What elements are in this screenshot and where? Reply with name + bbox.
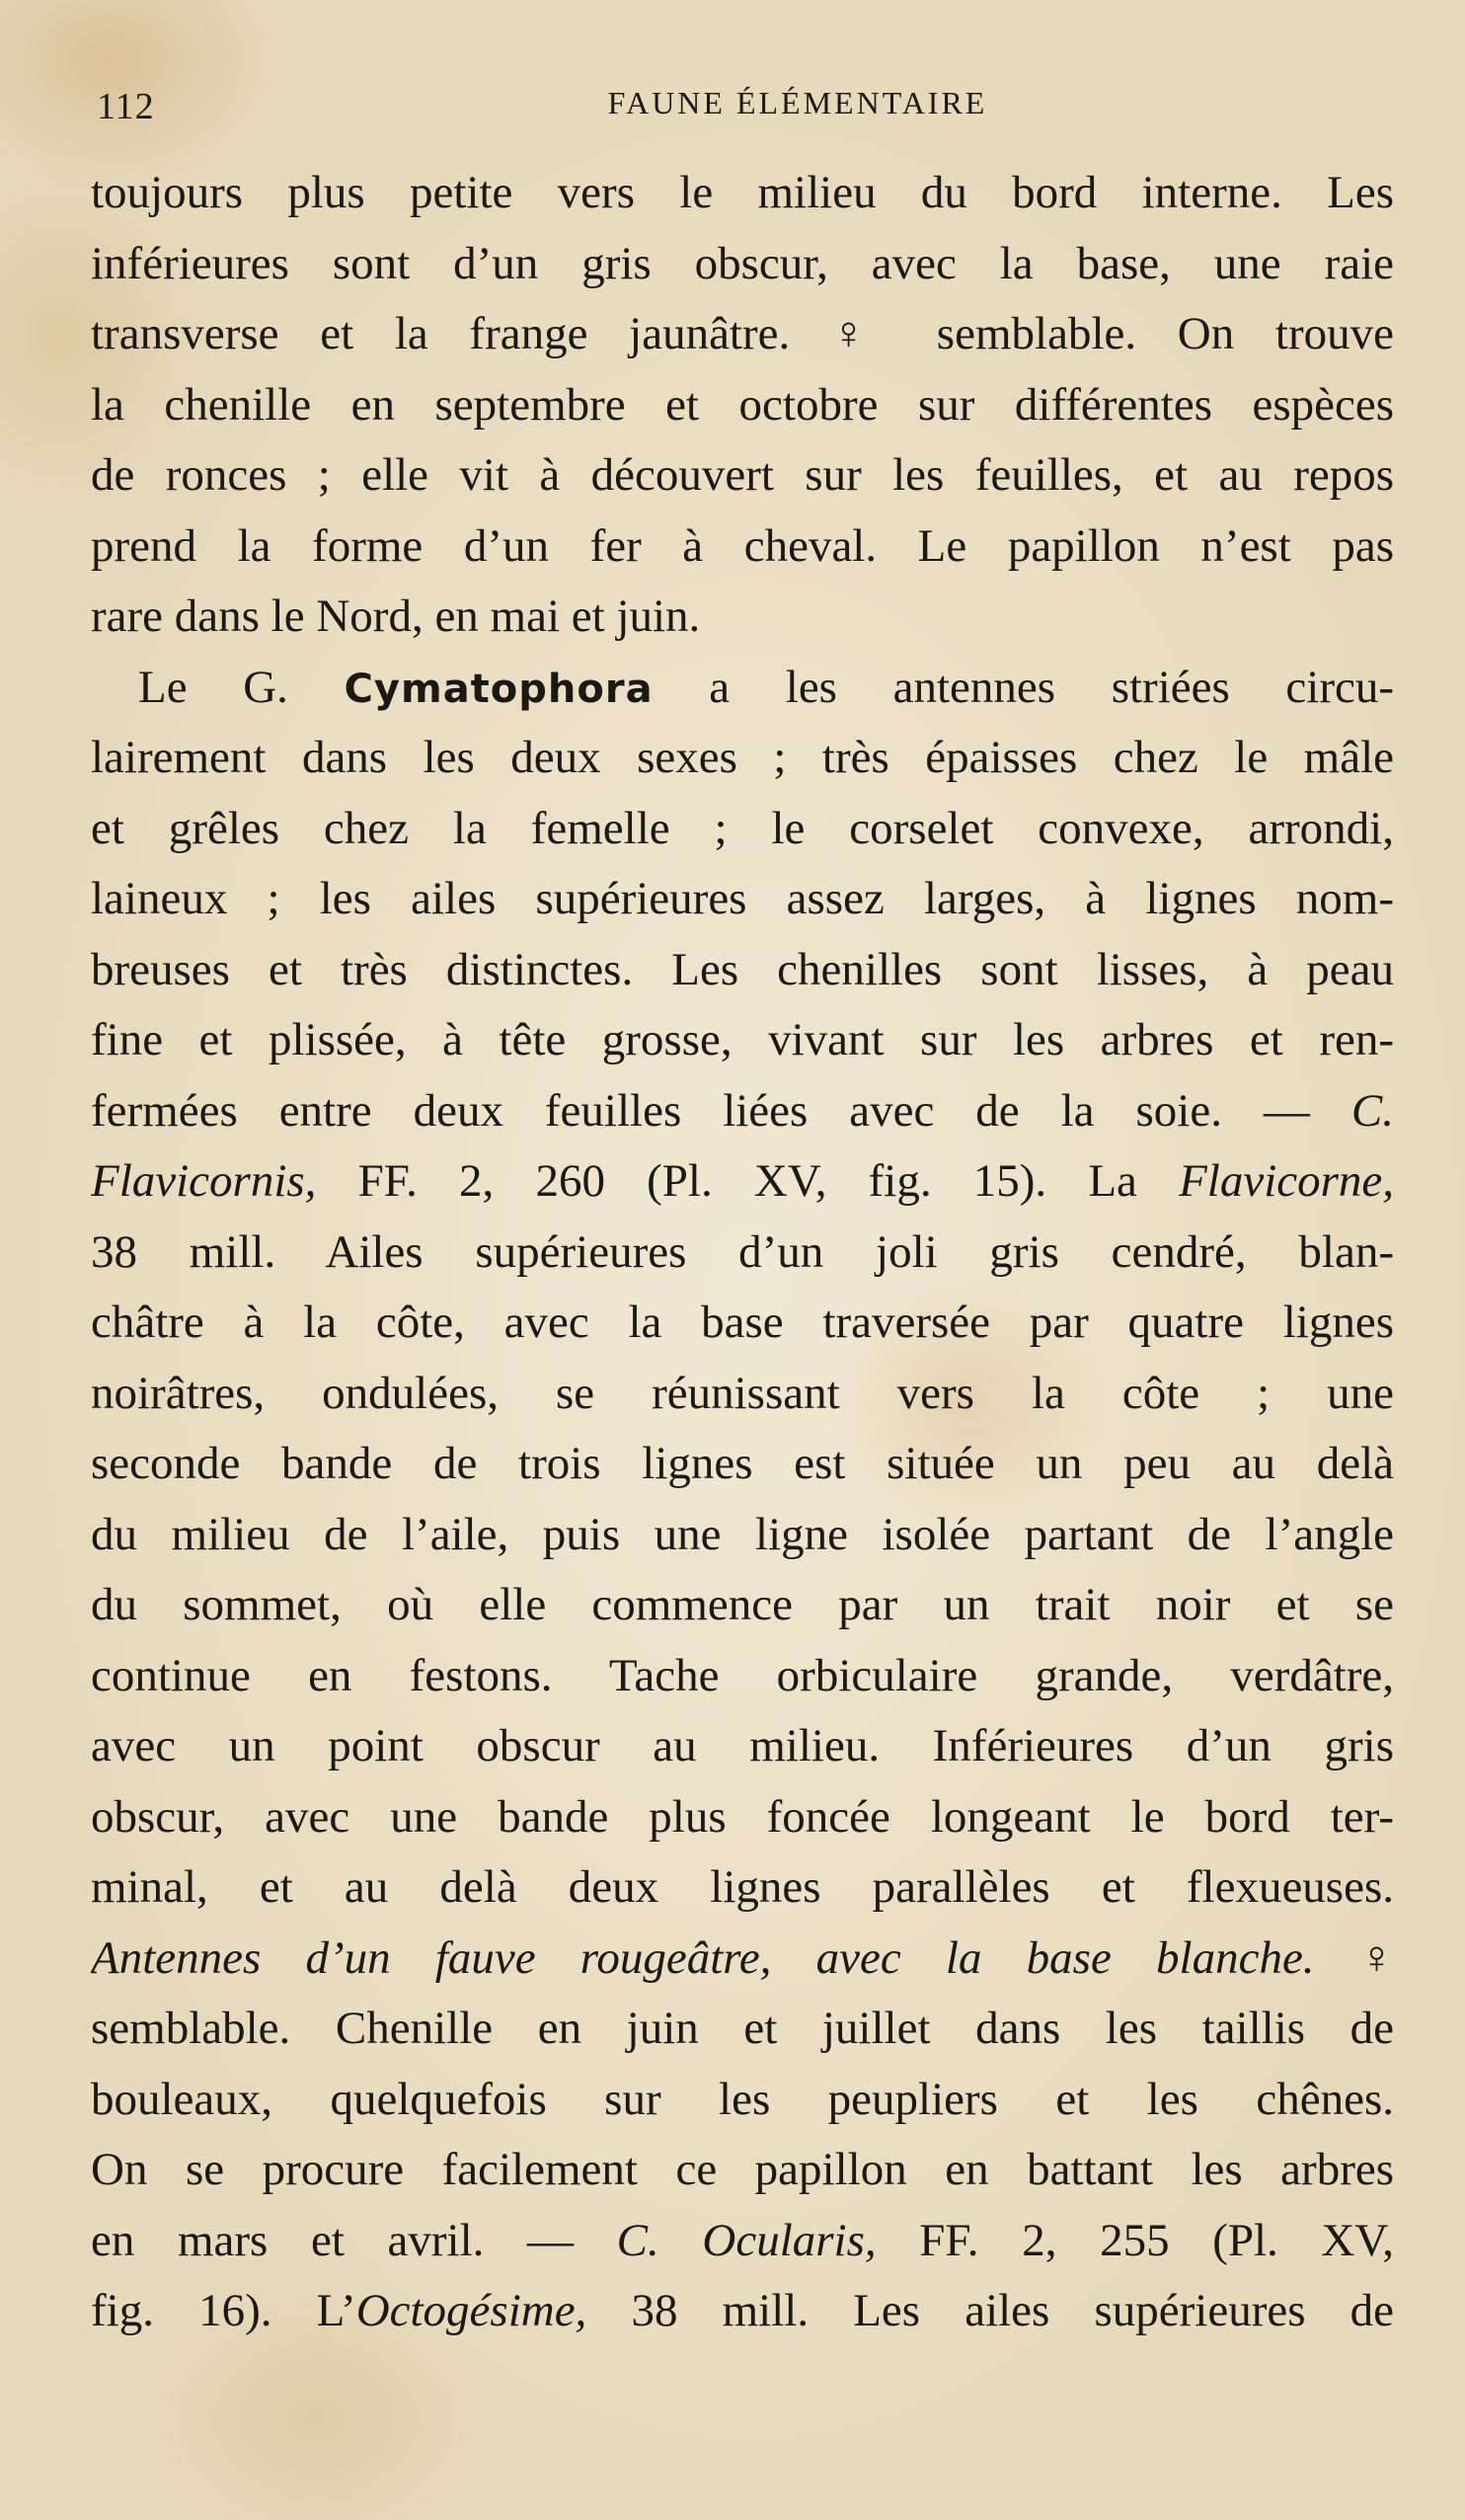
text-line: noirâtres, ondulées, se réunissant vers la côte ; une: [91, 1367, 1394, 1419]
text-line: prend la forme d’un fer à cheval. Le papillon n’est pas: [91, 519, 1394, 572]
text-span: en mars et avril. —: [91, 2214, 575, 2266]
text-line: [91, 1924, 1394, 1995]
text-line: [91, 1076, 1394, 1147]
page-header: [97, 85, 1380, 134]
text-line: continue en festons. Tache orbiculaire grande, verdâtre,: [91, 1649, 1394, 1701]
text-span: fig. 16). L’: [91, 2285, 356, 2336]
text-line: fine et plissée, à tête grosse, vivant sur les arbres et ren-: [91, 1014, 1394, 1065]
text-line: rare dans le Nord, en mai et juin.: [91, 591, 701, 642]
text-line: On se procure facilement ce papillon en battant les arbres: [91, 2144, 1394, 2195]
text-span: a les antennes striées circu-: [709, 661, 1394, 713]
text-line: obscur, avec une bande plus foncée longeant le bord ter-: [91, 1790, 1394, 1843]
text-line: 38 mill. Ailes supérieures d’un joli gris cendré, blan-: [91, 1225, 1394, 1278]
text-span: Le G.: [138, 661, 288, 713]
text-span: FF. 2, 255 (Pl. XV,: [919, 2214, 1394, 2266]
text-line: inférieures sont d’un gris obscur, avec la base, une raie: [91, 237, 1394, 289]
text-line: minal, et au delà deux lignes parallèles et flexueuses.: [91, 1861, 1394, 1913]
text-line: bouleaux, quelquefois sur les peupliers et les chênes.: [91, 2073, 1394, 2125]
text-line: transverse et la frange jaunâtre. ♀ semblable. On trouve: [91, 308, 1394, 359]
running-title: FAUNE ÉLÉMENTAIRE: [607, 85, 988, 120]
species-name: Flavicornis,: [91, 1155, 317, 1207]
text-line: breuses et très distinctes. Les chenilles sont lisses, à peau: [91, 943, 1394, 995]
text-span: FF. 2, 260 (Pl. XV, fig. 15). La: [357, 1155, 1137, 1207]
page-number: 112: [97, 86, 155, 127]
text-line: lairement dans les deux sexes ; très épaisses chez le mâle: [91, 732, 1394, 783]
text-line: de ronces ; elle vit à découvert sur les feuilles, et au repos: [91, 449, 1394, 501]
text-line: laineux ; les ailes supérieures assez larges, à lignes nom-: [91, 873, 1394, 924]
text-line: toujours plus petite vers le milieu du bord interne. Les: [91, 167, 1394, 218]
text-line: châtre à la côte, avec la base traversée par quatre lignes: [91, 1297, 1394, 1348]
species-name: C. Ocularis,: [616, 2214, 877, 2266]
italic-span: Antennes d’un fauve rougeâtre, avec la base blanche.: [91, 1931, 1315, 1984]
text-span: 38 mill. Les ailes supérieures de: [631, 2285, 1394, 2336]
common-name: Octogésime,: [355, 2285, 587, 2336]
species-abbrev: C.: [1350, 1084, 1394, 1137]
text-line: du milieu de l’aile, puis une ligne isolée partant de l’angle: [91, 1508, 1394, 1560]
text-line: avec un point obscur au milieu. Inférieures d’un gris: [91, 1720, 1394, 1772]
text-span: fermées entre deux feuilles liées avec de la soie. —: [91, 1084, 1310, 1137]
text-line: la chenille en septembre et octobre sur différentes espèces: [91, 378, 1394, 431]
text-line: [91, 653, 1394, 724]
text-line: et grêles chez la femelle ; le corselet convexe, arrondi,: [91, 802, 1394, 854]
female-symbol: ♀: [1358, 1931, 1394, 1984]
body-text: [91, 158, 1394, 2347]
genus-name: Cymatophora: [344, 666, 654, 712]
text-line: [91, 1146, 1394, 1218]
text-line: semblable. Chenille en juin et juillet dans les taillis de: [91, 2003, 1394, 2054]
common-name: Flavicorne,: [1179, 1155, 1394, 1207]
text-line: [91, 2206, 1394, 2277]
text-line: du sommet, où elle commence par un trait noir et se: [91, 1579, 1394, 1630]
text-line: [91, 2276, 1394, 2347]
text-line: seconde bande de trois lignes est située un peu au delà: [91, 1438, 1394, 1489]
